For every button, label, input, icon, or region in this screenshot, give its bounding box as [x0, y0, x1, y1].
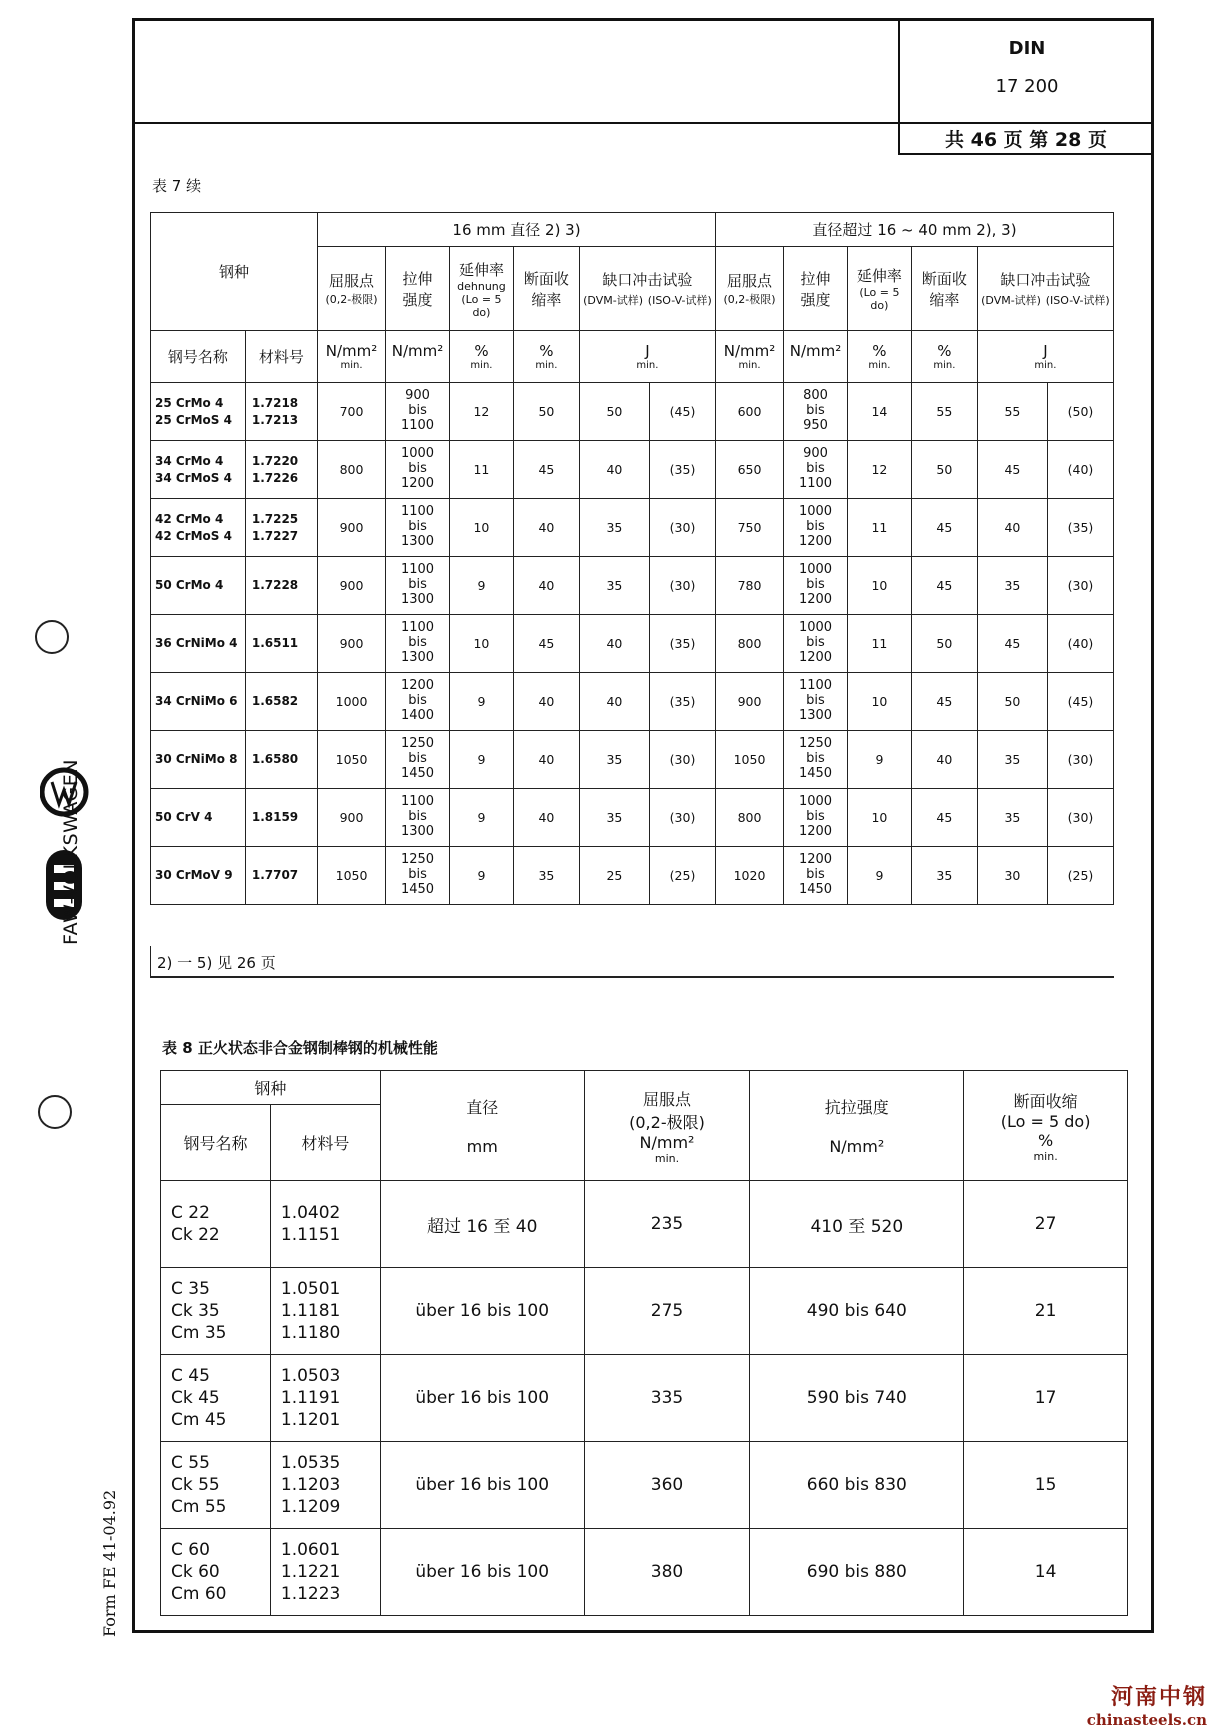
t8-yield: 275 — [584, 1268, 750, 1355]
t7-impact-iso-value: (30) — [1047, 789, 1113, 847]
t8-tensile: 690 bis 880 — [750, 1529, 964, 1616]
table7 — [150, 212, 1114, 905]
t7-row — [151, 615, 1114, 673]
t7-reduct-a: 断面收 缩率 — [513, 247, 579, 331]
t7-reduction-value: 45 — [911, 499, 977, 557]
t7-impact-dvm-value: 45 — [977, 615, 1047, 673]
t7-reduction-value: 50 — [911, 441, 977, 499]
t8-yield-header: 屈服点 (0,2-极限) N/mm² min. — [584, 1071, 750, 1181]
t7-yield-value: 800 — [715, 615, 783, 673]
t7-impact-dvm-value: 35 — [977, 557, 1047, 615]
t8-dia-header: 直径 mm — [380, 1071, 584, 1181]
t7-yield-value: 900 — [318, 615, 386, 673]
t7-unit-impact-a: J min. — [579, 331, 715, 383]
t7-reduct-b: 断面收 缩率 — [911, 247, 977, 331]
t7-impact-dvm-value: 40 — [977, 499, 1047, 557]
t7-elongation-value: 9 — [449, 789, 513, 847]
t7-steel-header: 钢种 — [151, 213, 318, 331]
t7-row — [151, 731, 1114, 789]
t7-row — [151, 499, 1114, 557]
t7-tensile-value: 1100 bis 1300 — [386, 789, 450, 847]
t7-tensile-value: 1100 bis 1300 — [386, 615, 450, 673]
t7-elongation-value: 9 — [847, 731, 911, 789]
t7-tensile-value: 1000 bis 1200 — [784, 499, 848, 557]
t8-row — [161, 1355, 1128, 1442]
t7-impact-iso-value: (30) — [650, 789, 716, 847]
page-info: 共 46 页 第 28 页 — [898, 122, 1154, 155]
form-code: Form FE 41-04.92 — [100, 1489, 119, 1637]
t7-material-number: 1.6511 — [245, 615, 317, 673]
t7-impact-dvm-value: 45 — [977, 441, 1047, 499]
t7-yield-b: 屈服点 (0,2-极限) — [715, 247, 783, 331]
t7-tensile-value: 1000 bis 1200 — [784, 789, 848, 847]
t7-reduction-value: 50 — [513, 383, 579, 441]
t8-steel-name: C 35 Ck 35 Cm 35 — [161, 1268, 271, 1355]
t8-steel-name: C 45 Ck 45 Cm 45 — [161, 1355, 271, 1442]
t7-tensile-value: 1200 bis 1450 — [784, 847, 848, 905]
t7-yield-value: 900 — [318, 557, 386, 615]
t7-material-number: 1.7220 1.7226 — [245, 441, 317, 499]
t7-group-16-40: 直径超过 16 ~ 40 mm 2), 3) — [715, 213, 1113, 247]
t8-reduction: 27 — [964, 1181, 1128, 1268]
t8-mat-header: 材料号 — [270, 1105, 380, 1181]
t7-elongation-value: 9 — [449, 847, 513, 905]
t8-diameter: über 16 bis 100 — [380, 1529, 584, 1616]
t7-elong-b: 延伸率 (Lo = 5 do) — [847, 247, 911, 331]
t7-impact-dvm-value: 50 — [579, 383, 649, 441]
t7-unit-impact-b: J min. — [977, 331, 1113, 383]
t7-impact-dvm-value: 35 — [579, 789, 649, 847]
t8-tensile: 410 至 520 — [750, 1181, 964, 1268]
t7-elongation-value: 9 — [449, 557, 513, 615]
t7-reduction-value: 50 — [911, 615, 977, 673]
t7-reduction-value: 40 — [513, 731, 579, 789]
t7-impact-dvm-value: 50 — [977, 673, 1047, 731]
t8-diameter: über 16 bis 100 — [380, 1442, 584, 1529]
t7-tensile-value: 1000 bis 1200 — [784, 615, 848, 673]
t7-impact-iso-value: (30) — [1047, 557, 1113, 615]
t7-yield-value: 750 — [715, 499, 783, 557]
t7-elongation-value: 14 — [847, 383, 911, 441]
t8-material-number: 1.0535 1.1203 1.1209 — [270, 1442, 380, 1529]
t7-material-number: 1.8159 — [245, 789, 317, 847]
t7-elongation-value: 10 — [449, 499, 513, 557]
t7-tensile-value: 800 bis 950 — [784, 383, 848, 441]
t7-steel-name: 34 CrNiMo 6 — [151, 673, 246, 731]
t7-tensile-value: 1000 bis 1200 — [784, 557, 848, 615]
t7-yield-value: 900 — [318, 499, 386, 557]
t7-tensile-value: 1250 bis 1450 — [784, 731, 848, 789]
t7-impact-iso-value: (30) — [650, 731, 716, 789]
t7-unit-reduct-a: % min. — [513, 331, 579, 383]
din-number: 17 200 — [995, 76, 1059, 97]
t7-material-number: 1.6580 — [245, 731, 317, 789]
t7-material-number: 1.7228 — [245, 557, 317, 615]
t8-reduction: 14 — [964, 1529, 1128, 1616]
t7-unit-reduct-b: % min. — [911, 331, 977, 383]
t7-impact-iso-value: (40) — [1047, 441, 1113, 499]
t7-reduction-value: 45 — [513, 615, 579, 673]
t7-reduction-value: 45 — [911, 557, 977, 615]
t7-elongation-value: 11 — [449, 441, 513, 499]
t7-reduction-value: 35 — [911, 847, 977, 905]
t7-steel-name: 25 CrMo 4 25 CrMoS 4 — [151, 383, 246, 441]
t7-unit-elong-a: % min. — [449, 331, 513, 383]
t8-yield: 335 — [584, 1355, 750, 1442]
t8-steel-header: 钢种 — [161, 1071, 381, 1105]
t7-impact-b: 缺口冲击试验 (DVM-试样) (ISO-V-试样) — [977, 247, 1113, 331]
t7-reduction-value: 45 — [911, 673, 977, 731]
t7-elongation-value: 12 — [449, 383, 513, 441]
t8-row — [161, 1529, 1128, 1616]
t7-impact-iso-value: (25) — [1047, 847, 1113, 905]
t7-unit-yield-a: N/mm² min. — [318, 331, 386, 383]
t7-steel-name: 42 CrMo 4 42 CrMoS 4 — [151, 499, 246, 557]
t7-tensile-value: 900 bis 1100 — [784, 441, 848, 499]
t7-unit-yield-b: N/mm² min. — [715, 331, 783, 383]
t7-reduction-value: 40 — [513, 499, 579, 557]
t7-impact-dvm-value: 35 — [977, 731, 1047, 789]
t7-elongation-value: 12 — [847, 441, 911, 499]
watermark-url: chinasteels.cn — [1086, 1711, 1207, 1729]
t7-impact-iso-value: (45) — [1047, 673, 1113, 731]
t8-yield: 360 — [584, 1442, 750, 1529]
t7-unit-tensile-a: N/mm² — [386, 331, 450, 383]
t8-row — [161, 1268, 1128, 1355]
t7-yield-value: 650 — [715, 441, 783, 499]
t8-yield: 380 — [584, 1529, 750, 1616]
table8 — [160, 1070, 1128, 1616]
table7-footnote: 2) 一 5) 见 26 页 — [150, 946, 1114, 978]
t7-impact-iso-value: (35) — [650, 673, 716, 731]
t7-unit-tensile-b: N/mm² — [784, 331, 848, 383]
t7-yield-value: 780 — [715, 557, 783, 615]
t7-row — [151, 673, 1114, 731]
t7-impact-iso-value: (30) — [1047, 731, 1113, 789]
t7-tensile-value: 1200 bis 1400 — [386, 673, 450, 731]
t7-yield-value: 600 — [715, 383, 783, 441]
t7-row — [151, 383, 1114, 441]
t7-yield-value: 700 — [318, 383, 386, 441]
t7-steel-name: 30 CrMoV 9 — [151, 847, 246, 905]
t7-impact-iso-value: (25) — [650, 847, 716, 905]
watermark-cn: 河南中钢 — [1110, 1685, 1207, 1710]
t7-impact-dvm-value: 35 — [579, 499, 649, 557]
t8-material-number: 1.0402 1.1151 — [270, 1181, 380, 1268]
t7-impact-dvm-value: 25 — [579, 847, 649, 905]
t8-steel-name: C 60 Ck 60 Cm 60 — [161, 1529, 271, 1616]
t7-material-number: 1.7218 1.7213 — [245, 383, 317, 441]
t7-tensile-value: 1000 bis 1200 — [386, 441, 450, 499]
t7-tensile-a: 拉伸 强度 — [386, 247, 450, 331]
t8-diameter: über 16 bis 100 — [380, 1355, 584, 1442]
t8-tensile: 590 bis 740 — [750, 1355, 964, 1442]
t7-impact-dvm-value: 40 — [579, 673, 649, 731]
t8-reduction: 21 — [964, 1268, 1128, 1355]
t8-steel-name: C 22 Ck 22 — [161, 1181, 271, 1268]
t7-reduction-value: 40 — [513, 673, 579, 731]
t7-impact-iso-value: (30) — [650, 499, 716, 557]
t7-row — [151, 557, 1114, 615]
t7-yield-value: 1000 — [318, 673, 386, 731]
t7-tensile-value: 1100 bis 1300 — [386, 557, 450, 615]
t7-impact-dvm-value: 55 — [977, 383, 1047, 441]
t7-name-header: 钢号名称 — [151, 331, 246, 383]
t7-impact-iso-value: (35) — [1047, 499, 1113, 557]
t8-steel-name: C 55 Ck 55 Cm 55 — [161, 1442, 271, 1529]
t8-reduction: 17 — [964, 1355, 1128, 1442]
t7-yield-value: 1020 — [715, 847, 783, 905]
t8-yield: 235 — [584, 1181, 750, 1268]
binder-hole-top — [35, 620, 69, 654]
t8-reduction: 15 — [964, 1442, 1128, 1529]
t7-steel-name: 30 CrNiMo 8 — [151, 731, 246, 789]
t8-name-header: 钢号名称 — [161, 1105, 271, 1181]
t8-diameter: 超过 16 至 40 — [380, 1181, 584, 1268]
t7-reduction-value: 35 — [513, 847, 579, 905]
t7-steel-name: 36 CrNiMo 4 — [151, 615, 246, 673]
t7-elongation-value: 10 — [847, 673, 911, 731]
t8-row — [161, 1442, 1128, 1529]
t7-row — [151, 789, 1114, 847]
t8-tensile: 490 bis 640 — [750, 1268, 964, 1355]
t7-reduction-value: 45 — [911, 789, 977, 847]
t7-elongation-value: 10 — [449, 615, 513, 673]
t8-row — [161, 1181, 1128, 1268]
t7-reduction-value: 40 — [513, 789, 579, 847]
t7-impact-dvm-value: 35 — [977, 789, 1047, 847]
t7-material-number: 1.6582 — [245, 673, 317, 731]
t7-impact-dvm-value: 40 — [579, 441, 649, 499]
watermark — [1087, 1680, 1207, 1729]
t7-tensile-value: 1250 bis 1450 — [386, 847, 450, 905]
t7-impact-iso-value: (40) — [1047, 615, 1113, 673]
t7-impact-dvm-value: 30 — [977, 847, 1047, 905]
t7-material-number: 1.7225 1.7227 — [245, 499, 317, 557]
t7-row — [151, 441, 1114, 499]
t7-steel-name: 34 CrMo 4 34 CrMoS 4 — [151, 441, 246, 499]
t7-tensile-value: 1100 bis 1300 — [784, 673, 848, 731]
t7-yield-value: 800 — [318, 441, 386, 499]
t8-material-number: 1.0501 1.1181 1.1180 — [270, 1268, 380, 1355]
t7-impact-iso-value: (30) — [650, 557, 716, 615]
t7-reduction-value: 55 — [911, 383, 977, 441]
t7-impact-iso-value: (45) — [650, 383, 716, 441]
t7-elongation-value: 11 — [847, 499, 911, 557]
t8-tensile: 660 bis 830 — [750, 1442, 964, 1529]
t7-elongation-value: 11 — [847, 615, 911, 673]
t7-steel-name: 50 CrMo 4 — [151, 557, 246, 615]
t8-material-number: 1.0601 1.1221 1.1223 — [270, 1529, 380, 1616]
t7-impact-iso-value: (35) — [650, 441, 716, 499]
t7-impact-dvm-value: 35 — [579, 557, 649, 615]
t7-elongation-value: 9 — [449, 731, 513, 789]
t7-tensile-value: 1100 bis 1300 — [386, 499, 450, 557]
t7-reduction-value: 45 — [513, 441, 579, 499]
brand-name: FAW-VOLKSWAGEN — [60, 759, 82, 945]
t7-tensile-value: 1250 bis 1450 — [386, 731, 450, 789]
t7-elongation-value: 10 — [847, 557, 911, 615]
t7-elong-a: 延伸率 dehnung (Lo = 5 do) — [449, 247, 513, 331]
t7-impact-iso-value: (35) — [650, 615, 716, 673]
t7-tensile-b: 拉伸 强度 — [784, 247, 848, 331]
t7-reduction-value: 40 — [513, 557, 579, 615]
table8-caption: 表 8 正火状态非合金钢制棒钢的机械性能 — [162, 1039, 438, 1057]
t7-tensile-value: 900 bis 1100 — [386, 383, 450, 441]
t7-yield-value: 1050 — [715, 731, 783, 789]
t8-material-number: 1.0503 1.1191 1.1201 — [270, 1355, 380, 1442]
t7-mat-header: 材料号 — [245, 331, 317, 383]
t7-yield-value: 800 — [715, 789, 783, 847]
t7-yield-value: 900 — [715, 673, 783, 731]
din-label: DIN — [1008, 38, 1046, 59]
t7-material-number: 1.7707 — [245, 847, 317, 905]
t7-yield-value: 1050 — [318, 847, 386, 905]
t7-impact-iso-value: (50) — [1047, 383, 1113, 441]
t7-elongation-value: 10 — [847, 789, 911, 847]
t7-impact-dvm-value: 35 — [579, 731, 649, 789]
t7-unit-elong-b: % min. — [847, 331, 911, 383]
t8-diameter: über 16 bis 100 — [380, 1268, 584, 1355]
t7-elongation-value: 9 — [449, 673, 513, 731]
t7-group-16: 16 mm 直径 2) 3) — [318, 213, 716, 247]
binder-hole-bottom — [38, 1095, 72, 1129]
t7-yield-value: 1050 — [318, 731, 386, 789]
t7-impact-dvm-value: 40 — [579, 615, 649, 673]
t7-impact-a: 缺口冲击试验 (DVM-试样) (ISO-V-试样) — [579, 247, 715, 331]
t7-reduction-value: 40 — [911, 731, 977, 789]
t8-reduct-header: 断面收缩 (Lo = 5 do) % min. — [964, 1071, 1128, 1181]
t7-elongation-value: 9 — [847, 847, 911, 905]
table7-caption: 表 7 续 — [152, 177, 202, 195]
t7-yield-a: 屈服点 (0,2-极限) — [318, 247, 386, 331]
t7-yield-value: 900 — [318, 789, 386, 847]
t7-steel-name: 50 CrV 4 — [151, 789, 246, 847]
t8-tensile-header: 抗拉强度 N/mm² — [750, 1071, 964, 1181]
t7-row — [151, 847, 1114, 905]
